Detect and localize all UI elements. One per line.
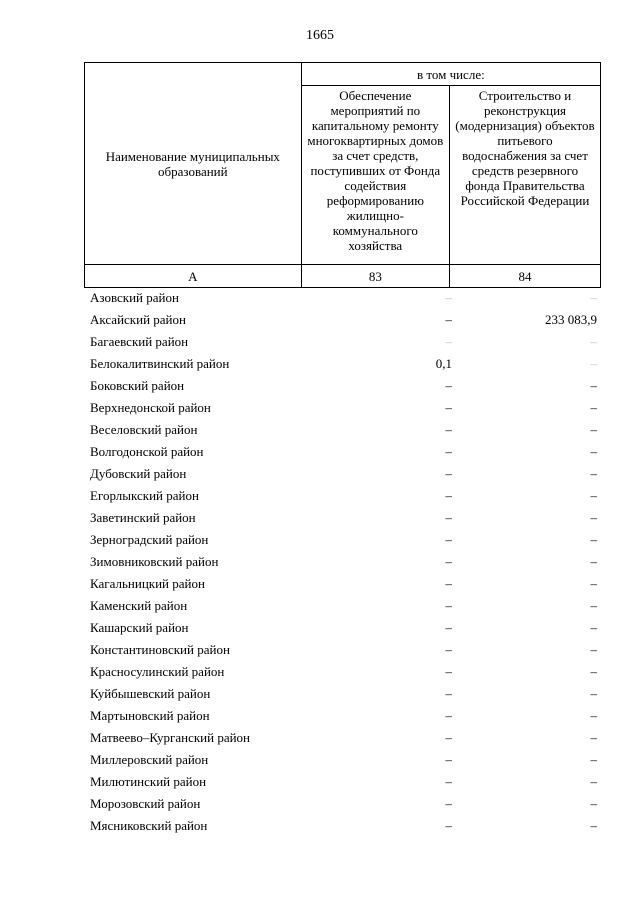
municipality-name: Красносулинский район (90, 664, 225, 679)
value-col-83: – (445, 312, 452, 327)
value-col-84: – (590, 532, 597, 547)
value-col-83: 0,1 (435, 356, 452, 371)
value-col-83: – (445, 466, 452, 481)
value-col-84: – (590, 444, 597, 459)
municipality-name: Мясниковский район (90, 818, 208, 833)
value-col-83: – (445, 730, 452, 745)
table-row (0, 683, 640, 705)
value-col-84: – (590, 378, 597, 393)
table-row (0, 485, 640, 507)
table-row (0, 463, 640, 485)
value-col-84: – (590, 708, 597, 723)
value-col-83: – (445, 620, 452, 635)
value-col-84: – (590, 554, 597, 569)
table-row (0, 375, 640, 397)
municipality-name: Аксайский район (90, 312, 186, 327)
municipality-name: Егорлыкский район (90, 488, 199, 503)
value-col-84: – (590, 620, 597, 635)
value-col-84: – (590, 642, 597, 657)
value-col-84: – (590, 664, 597, 679)
column-84-header: Строительство и реконструкция (модернизация) объектов питьевого водоснабжения за счет средств резервного фонда Правительства Российской Федерации (449, 86, 600, 265)
municipality-name: Куйбышевский район (90, 686, 211, 701)
table-row (0, 331, 640, 353)
table-row (0, 529, 640, 551)
value-col-83: – (445, 400, 452, 415)
column-83-header: Обеспечение мероприятий по капитальному ремонту многоквартирных домов за счет средств, поступивших от Фонда содействия реформированию жилищно-коммунального хозяйства (301, 86, 449, 265)
municipality-name: Зимовниковский район (90, 554, 219, 569)
table-row (0, 639, 640, 661)
municipality-name: Белокалитвинский район (90, 356, 230, 371)
value-col-84: – (590, 796, 597, 811)
municipality-name: Матвеево–Курганский район (90, 730, 251, 745)
municipality-name: Верхнедонской район (90, 400, 211, 415)
municipality-name: Каменский район (90, 598, 188, 613)
value-col-83: – (445, 334, 452, 349)
value-col-84: – (590, 334, 597, 349)
value-col-84: – (590, 576, 597, 591)
page-number: 1665 (306, 28, 334, 43)
municipality-name: Волгодонской район (90, 444, 204, 459)
table-row (0, 419, 640, 441)
table-row (0, 793, 640, 815)
municipality-name: Мартыновский район (90, 708, 210, 723)
value-col-83: – (445, 532, 452, 547)
value-col-84: – (590, 818, 597, 833)
municipality-name: Дубовский район (90, 466, 187, 481)
value-col-83: – (445, 576, 452, 591)
municipality-name: Кашарский район (90, 620, 189, 635)
value-col-84: – (590, 598, 597, 613)
value-col-84: – (590, 752, 597, 767)
value-col-83: – (445, 774, 452, 789)
value-col-84: – (590, 400, 597, 415)
table-row (0, 573, 640, 595)
value-col-83: – (445, 796, 452, 811)
table-row (0, 309, 640, 331)
municipality-name: Милютинский район (90, 774, 207, 789)
municipality-name: Константиновский район (90, 642, 230, 657)
table-header (84, 62, 601, 288)
table-body (0, 287, 640, 837)
table-row (0, 749, 640, 771)
value-col-84: – (590, 356, 597, 371)
table-row (0, 507, 640, 529)
municipality-name: Азовский район (90, 290, 179, 305)
value-col-83: – (445, 818, 452, 833)
municipality-name: Веселовский район (90, 422, 198, 437)
municipality-name: Заветинский район (90, 510, 196, 525)
table-row (0, 397, 640, 419)
value-col-84: – (590, 488, 597, 503)
value-col-83: – (445, 488, 452, 503)
table-row (0, 705, 640, 727)
value-col-84: – (590, 290, 597, 305)
value-col-84: 233 083,9 (545, 312, 597, 327)
column-index-83: 83 (301, 265, 449, 288)
value-col-83: – (445, 642, 452, 657)
municipality-name: Кагальницкий район (90, 576, 205, 591)
value-col-83: – (445, 686, 452, 701)
municipality-name: Боковский район (90, 378, 185, 393)
value-col-84: – (590, 510, 597, 525)
table-row (0, 815, 640, 837)
table-row (0, 727, 640, 749)
value-col-83: – (445, 290, 452, 305)
value-col-84: – (590, 686, 597, 701)
municipality-name: Багаевский район (90, 334, 189, 349)
table-row (0, 551, 640, 573)
municipality-name: Миллеровский район (90, 752, 209, 767)
column-index-84: 84 (449, 265, 600, 288)
table-row (0, 595, 640, 617)
value-col-83: – (445, 752, 452, 767)
value-col-83: – (445, 708, 452, 723)
table-row (0, 771, 640, 793)
value-col-84: – (590, 422, 597, 437)
value-col-83: – (445, 444, 452, 459)
value-col-83: – (445, 378, 452, 393)
table-row (0, 617, 640, 639)
value-col-83: – (445, 554, 452, 569)
municipality-name: Морозовский район (90, 796, 201, 811)
value-col-84: – (590, 466, 597, 481)
table-row (0, 287, 640, 309)
table-row (0, 661, 640, 683)
municipality-name: Зерноградский район (90, 532, 209, 547)
within-header: в том числе: (301, 63, 600, 86)
value-col-83: – (445, 510, 452, 525)
value-col-84: – (590, 774, 597, 789)
value-col-83: – (445, 422, 452, 437)
column-index-a: А (85, 265, 302, 288)
value-col-84: – (590, 730, 597, 745)
municipality-column-header: Наименование муниципальных образований (85, 63, 302, 265)
value-col-83: – (445, 598, 452, 613)
value-col-83: – (445, 664, 452, 679)
table-row (0, 353, 640, 375)
table-row (0, 441, 640, 463)
